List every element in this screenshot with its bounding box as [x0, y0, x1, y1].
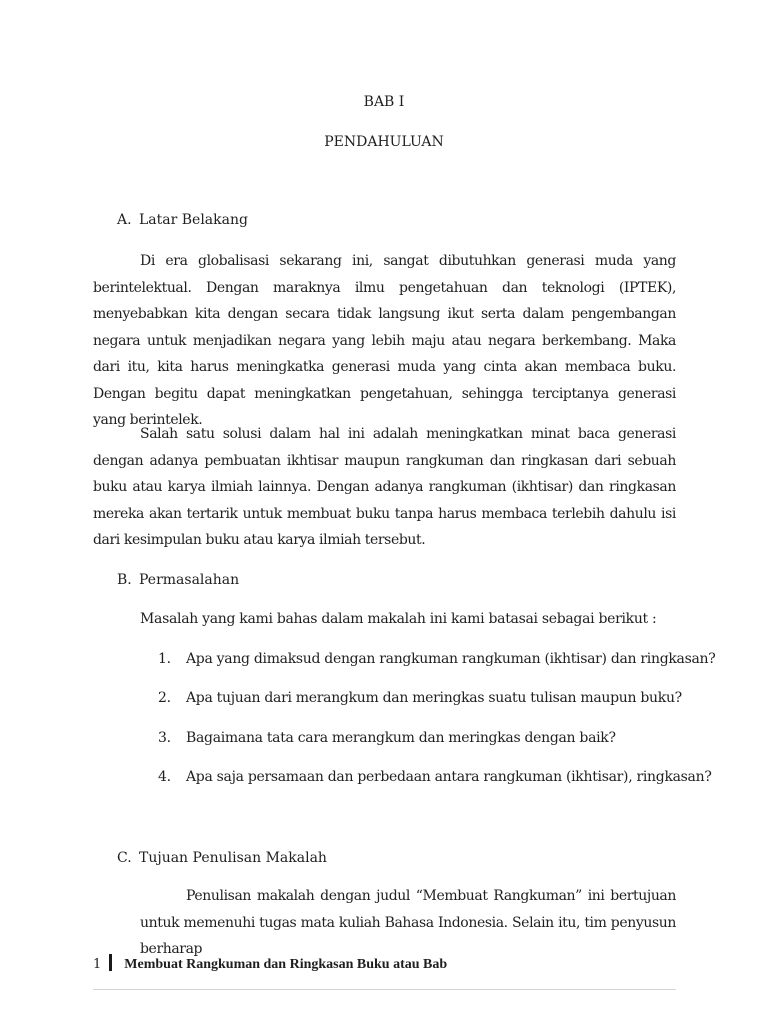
chapter-title: PENDAHULUAN [324, 134, 444, 150]
section-a-letter: A. [117, 212, 132, 228]
page-footer [93, 954, 676, 973]
section-c-paragraph: Penulisan makalah dengan judul “Membuat Rangkuman” ini bertujuan untuk memenuhi tugas mata kuliah Bahasa Indonesia. Selain itu, tim penyusun berharap [140, 888, 676, 957]
section-a-heading [117, 212, 248, 228]
section-c-heading [117, 850, 327, 866]
list-item-text: Apa yang dimaksud dengan rangkuman rangkuman (ikhtisar) dan ringkasan? [186, 651, 716, 667]
list-item-text: Apa tujuan dari merangkum dan meringkas suatu tulisan maupun buku? [186, 690, 682, 706]
section-b-heading [117, 572, 239, 588]
list-item [158, 769, 712, 785]
list-item-number: 2. [158, 690, 171, 706]
section-a-paragraph-1: Di era globalisasi sekarang ini, sangat dibutuhkan generasi muda yang berintelektual. Dengan maraknya ilmu pengetahuan dan teknologi (IPTEK), menyebabkan kita dengan secara tidak langsung ikut serta dalam pengembangan negara untuk menjadikan negara yang lebih maju atau negara berkembang. Maka dari itu, kita harus meningkatka generasi muda yang cinta akan membaca buku. Dengan begitu dapat meningkatkan pengetahuan, sehingga terciptanya generasi yang berintelek. [93, 253, 676, 428]
list-item [158, 730, 616, 746]
section-b-title: Permasalahan [139, 572, 240, 588]
list-item [158, 651, 715, 667]
section-c-letter: C. [117, 850, 132, 866]
footer-rule [93, 989, 676, 990]
section-b-letter: B. [117, 572, 132, 588]
section-b-intro: Masalah yang kami bahas dalam makalah ini kami batasai sebagai berikut : [140, 611, 657, 627]
list-item [158, 690, 682, 706]
list-item-number: 1. [158, 651, 171, 667]
footer-title: Membuat Rangkuman dan Ringkasan Buku atau Bab [124, 957, 448, 972]
chapter-number: BAB I [363, 94, 405, 110]
section-a-title: Latar Belakang [139, 212, 248, 228]
section-c-title: Tujuan Penulisan Makalah [139, 850, 327, 866]
section-a-paragraph-2: Salah satu solusi dalam hal ini adalah meningkatkan minat baca generasi dengan adanya pembuatan ikhtisar maupun rangkuman dan ringkasan dari sebuah buku atau karya ilmiah lainnya. Dengan adanya rangkuman (ikhtisar) dan ringkasan mereka akan tertarik untuk membuat buku tanpa harus membaca terlebih dahulu isi dari kesimpulan buku atau karya ilmiah tersebut. [93, 426, 676, 548]
list-item-number: 3. [158, 730, 171, 746]
footer-divider-bar [109, 954, 112, 971]
list-item-text: Apa saja persamaan dan perbedaan antara rangkuman (ikhtisar), ringkasan? [186, 769, 712, 785]
list-item-number: 4. [158, 769, 171, 785]
page-number: 1 [93, 957, 102, 972]
list-item-text: Bagaimana tata cara merangkum dan meringkas dengan baik? [186, 730, 616, 746]
